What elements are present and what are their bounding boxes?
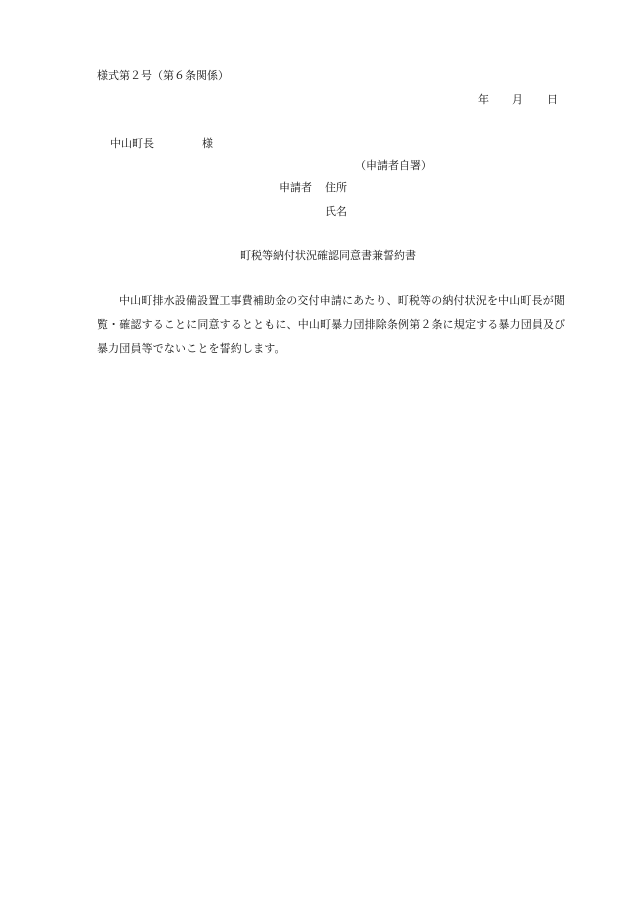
- addressee: [110, 137, 213, 151]
- date-month-label: 月: [512, 93, 523, 106]
- body-paragraph: 中山町排水設備設置工事費補助金の交付申請にあたり、町税等の納付状況を中山町長が閲覧・確認することに同意するとともに、中山町暴力団排除条例第２条に規定する暴力団員及び暴力団員等でないことを誓約します。: [97, 294, 566, 355]
- applicant-label: 申請者: [279, 181, 312, 194]
- document-title: 町税等納付状況確認同意書兼誓約書: [240, 249, 416, 262]
- address-label: 住所: [325, 181, 347, 194]
- date-year-label: 年: [478, 93, 489, 106]
- addressee-name: 中山町長: [110, 137, 154, 150]
- addressee-honorific: 様: [202, 137, 213, 150]
- name-label: 氏名: [325, 205, 347, 218]
- form-number: 様式第２号（第６条関係）: [97, 69, 229, 82]
- date-day-label: 日: [547, 93, 558, 106]
- autograph-note: （申請者自署）: [355, 159, 432, 172]
